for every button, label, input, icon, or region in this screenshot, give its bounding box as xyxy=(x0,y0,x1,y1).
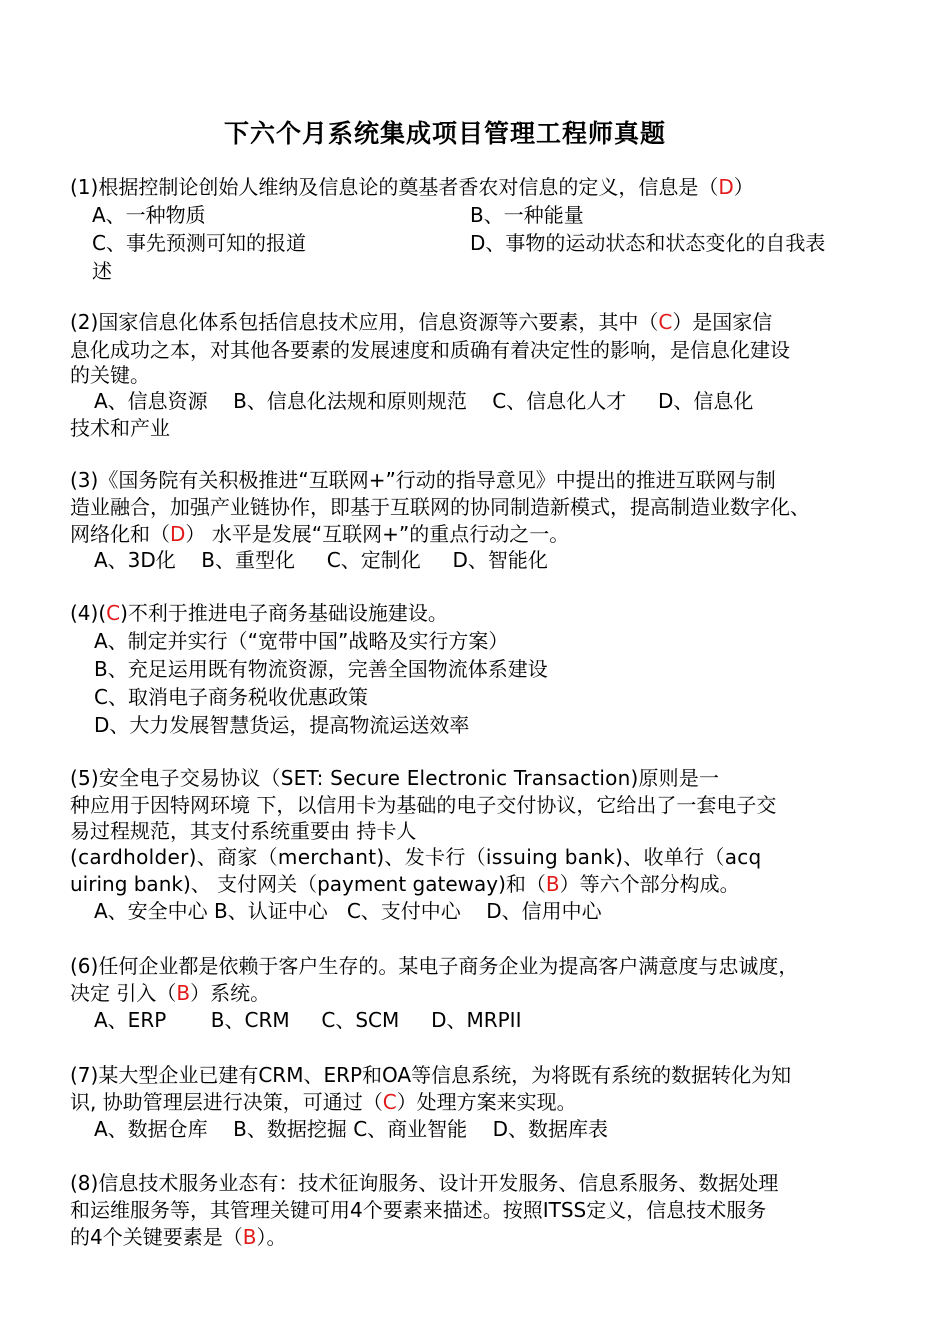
page-title: 下六个月系统集成项目管理工程师真题 xyxy=(223,119,666,148)
question-1 xyxy=(70,173,754,201)
options-row: A、信息资源 B、信息化法规和原则规范 C、信息化人才 D、信息化 xyxy=(94,389,754,413)
question-3: (3)《国务院有关积极推进“互联网+”行动的指导意见》中提出的推进互联网与制 xyxy=(70,468,776,492)
options-row: A、安全中心 B、认证中心 C、支付中心 D、信用中心 xyxy=(94,899,602,923)
options-row: A、ERP B、CRM C、SCM D、MRPII xyxy=(94,1008,522,1032)
question-text: ）处理方案来实现。 xyxy=(396,1090,577,1114)
question-text: ）等六个部分构成。 xyxy=(559,872,740,896)
option-a: A、制定并实行（“宽带中国”战略及实行方案） xyxy=(94,629,509,653)
question-text: ）。 xyxy=(256,1225,287,1249)
option-d: D、大力发展智慧货运，提高物流运送效率 xyxy=(94,713,470,737)
question-text: 和运维服务等，其管理关键可用4个要素来描述。按照ITSS定义，信息技术服务 xyxy=(70,1198,767,1222)
question-8: (8)信息技术服务业态有：技术征询服务、设计开发服务、信息系服务、数据处理 xyxy=(70,1171,779,1195)
question-text: )不利于推进电子商务基础设施建设。 xyxy=(120,601,448,625)
question-text: 种应用于因特网环境 下，以信用卡为基础的电子交付协议，它给出了一套电子交 xyxy=(70,793,777,817)
question-text: uiring bank)、 支付网关（payment gateway)和（ xyxy=(70,872,546,896)
option-c: C、取消电子商务税收优惠政策 xyxy=(94,685,368,709)
question-text: 造业融合，加强产业链协作，即基于互联网的协同制造新模式，提高制造业数字化、 xyxy=(70,495,810,519)
question-text: (1)根据控制论创始人维纳及信息论的奠基者香农对信息的定义，信息是（ xyxy=(70,175,719,199)
option-b: B、一种能量 xyxy=(470,203,584,227)
question-text xyxy=(70,979,270,1007)
question-text: ）是国家信 xyxy=(672,310,773,334)
answer-mark: C xyxy=(106,601,121,625)
question-text: (2)国家信息化体系包括信息技术应用，信息资源等六要素，其中（ xyxy=(70,310,659,334)
question-text: (cardholder)、商家（merchant)、发卡行（issuing bank)、收单行（acq xyxy=(70,845,762,869)
option-c: C、事先预测可知的报道 xyxy=(92,231,306,255)
question-7: (7)某大型企业已建有CRM、ERP和OA等信息系统，为将既有系统的数据转化为知 xyxy=(70,1063,792,1087)
question-text: ）系统。 xyxy=(190,981,271,1005)
option-d: D、事物的运动状态和状态变化的自我表 xyxy=(470,231,826,255)
question-text: 网络化和（ xyxy=(70,522,170,546)
options-row: A、3D化 B、重型化 C、定制化 D、智能化 xyxy=(94,548,548,572)
question-2 xyxy=(70,308,772,336)
question-text: 息化成功之本，对其他各要素的发展速度和质确有着决定性的影响，是信息化建设 xyxy=(70,338,790,362)
question-text xyxy=(70,520,569,548)
answer-mark: C xyxy=(382,1090,397,1114)
question-text: 决定 引入（ xyxy=(70,981,177,1005)
question-4 xyxy=(70,599,448,627)
answer-mark: D xyxy=(718,175,734,199)
options-row: A、数据仓库 B、数据挖掘 C、商业智能 D、数据库表 xyxy=(94,1117,608,1141)
answer-mark: D xyxy=(170,522,186,546)
option-b: B、充足运用既有物流资源，完善全国物流体系建设 xyxy=(94,657,548,681)
options-row-continued: 技术和产业 xyxy=(70,416,170,440)
question-text xyxy=(70,1088,577,1116)
answer-mark: B xyxy=(545,872,560,896)
question-6: (6)任何企业都是依赖于客户生存的。某电子商务企业为提高客户满意度与忠诚度， xyxy=(70,954,799,978)
option-a: A、一种物质 xyxy=(92,203,206,227)
option-d-continued: 述 xyxy=(92,259,112,283)
question-text: 的关键。 xyxy=(70,363,150,387)
answer-mark: B xyxy=(242,1225,257,1249)
question-text: 识, 协助管理层进行决策，可通过（ xyxy=(70,1090,383,1114)
question-text: 易过程规范，其支付系统重要由 持卡人 xyxy=(70,819,417,843)
question-text: 的4个关键要素是（ xyxy=(70,1225,243,1249)
answer-mark: B xyxy=(176,981,191,1005)
answer-mark: C xyxy=(658,310,673,334)
question-text: (4)( xyxy=(70,601,107,625)
question-text: ） 水平是发展“互联网+”的重点行动之一。 xyxy=(185,522,570,546)
question-5: (5)安全电子交易协议（SET: Secure Electronic Transaction)原则是一 xyxy=(70,766,720,790)
question-text xyxy=(70,870,740,898)
question-text: ） xyxy=(733,175,754,199)
question-text xyxy=(70,1223,286,1251)
